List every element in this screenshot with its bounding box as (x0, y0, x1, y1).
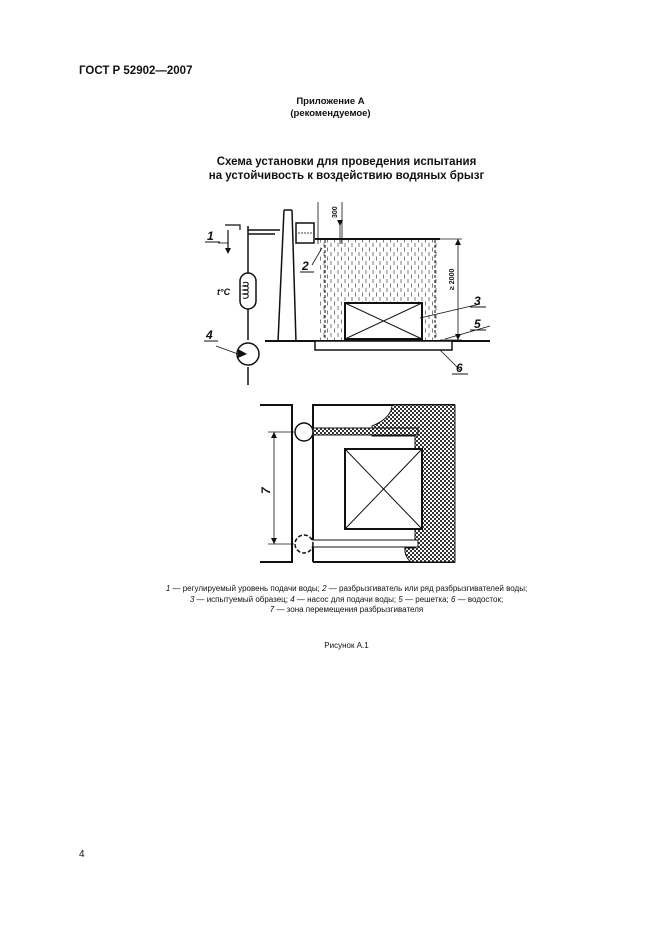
drain (315, 341, 452, 350)
legend-line-1: 1 — регулируемый уровень подачи воды; 2 — разбрызгиватель или ряд разбрызгивателей воды; (165, 584, 528, 593)
label-2: 2 (302, 259, 309, 273)
label-7: 7 (259, 487, 273, 494)
dimension-2000: ≥ 2000 (449, 268, 456, 290)
label-4: 4 (206, 328, 213, 342)
annex-status: (рекомендуемое) (290, 108, 371, 119)
sprinkler-head-bottom (295, 535, 313, 553)
label-6: 6 (456, 361, 463, 375)
annex-title: Приложение А (296, 96, 365, 107)
side-view (204, 202, 490, 385)
figure-title-line-1: Схема установки для проведения испытания (216, 156, 477, 168)
label-temperature: t°C (217, 287, 231, 297)
legend-line-3: 7 — зона перемещения разбрызгивателя (269, 605, 424, 614)
page-number: 4 (79, 849, 85, 860)
plan-view (259, 405, 455, 562)
dimension-300: 300 (332, 206, 339, 218)
sprinkler-rail-bottom (310, 540, 418, 547)
sprinkler-head-top (295, 423, 313, 441)
sprinkler-rail-top (310, 428, 418, 435)
standard-number: ГОСТ Р 52902—2007 (79, 65, 193, 77)
label-5: 5 (474, 317, 481, 331)
figure-caption: Рисунок А.1 (324, 641, 369, 650)
figure-title-line-2: на устойчивость к воздействию водяных брызг (208, 170, 485, 182)
label-1: 1 (207, 229, 214, 243)
label-3: 3 (474, 294, 481, 308)
figure-legend (0, 584, 661, 616)
legend-line-2: 3 — испытуемый образец; 4 — насос для подачи воды; 5 — решетка; 6 — водосток; (189, 594, 504, 604)
